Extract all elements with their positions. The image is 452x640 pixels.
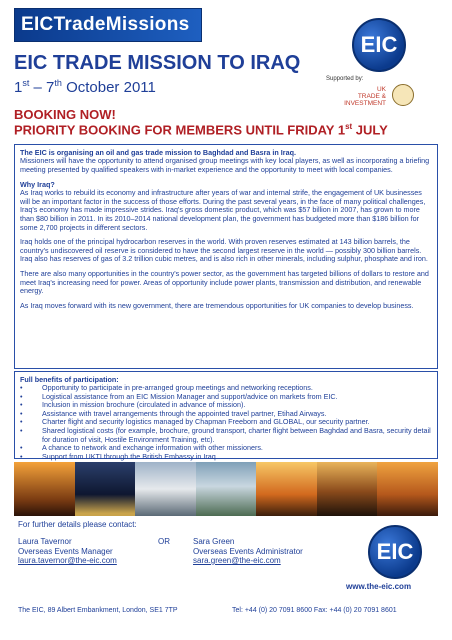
contact-name: Sara Green (193, 537, 235, 546)
list-item: • Opportunity to participate in pre-arranged group meetings and networking receptions. (20, 384, 432, 393)
why-iraq-para-4: As Iraq moves forward with its new government, there are tremendous opportunities for UK companies to develop business. (20, 300, 414, 310)
list-item: • Inclusion in mission brochure (circulated in advance of mission). (20, 401, 432, 410)
pylons-photo (256, 462, 317, 516)
footer-phone: Tel: +44 (0) 20 7091 8600 Fax: +44 (0) 20 7091 8601 (232, 607, 397, 614)
benefits-box (14, 371, 438, 459)
intro-heading: The EIC is organising an oil and gas trade mission to Baghdad and Basra in Iraq. (20, 148, 296, 157)
royal-crest-icon (392, 84, 414, 106)
eic-logo-text: EIC (360, 32, 398, 57)
contact-person-1 (18, 537, 117, 566)
power-plant-photo (135, 462, 196, 516)
city-night-photo (75, 462, 136, 516)
contact-heading: For further details please contact: (18, 520, 137, 529)
why-iraq-para-1: As Iraq works to rebuild its economy and infrastructure after years of war and internal strife, the engagement of UK businesses will be an important factor in the success of those efforts. During the past several years, in the face of many political challenges, Iraq's economy has made impressive strides. Iraq's gross domestic product, which was $57 billion in 2007, has grown to more than $80 billion in 2011. In its 2010–2014 national development plan, the government has budgeted more than $186 billion for some 2,700 projects in different sectors. (20, 188, 426, 232)
contact-email-link[interactable]: laura.tavernor@the-eic.com (18, 556, 117, 565)
list-item: • Support from UKTI through the British Embassy in Iraq (20, 453, 432, 462)
benefits-heading: Full benefits of participation: (20, 375, 119, 384)
ukti-logo-text: UK TRADE & INVESTMENT (344, 86, 386, 107)
contact-role: Overseas Events Manager (18, 546, 113, 556)
mission-info-box (14, 144, 438, 369)
list-item: • Shared logistical costs (for example, brochure, ground transport, charter flight between Baghdad and Basra, security detail for duration of visit, Hostile Environment Training, etc). (20, 427, 432, 444)
supported-by-label: Supported by: (326, 76, 364, 82)
benefits-list (20, 384, 432, 461)
why-iraq-para-3: There are also many opportunities in the country's power sector, as the government has targeted billions of dollars to restore and meet Iraq's increasing need for power. Areas of opportunity include power plants, transmission and distribution, and renewable energy. (20, 268, 429, 296)
why-iraq-heading: Why Iraq? (20, 180, 55, 190)
sunset-rig-photo (14, 462, 75, 516)
eic-trade-missions-banner (14, 8, 202, 42)
eic-logo-footer (368, 525, 422, 579)
supported-by-block (326, 76, 434, 116)
contact-role: Overseas Events Administrator (193, 546, 303, 556)
banner-text: EICTradeMissions (21, 14, 190, 35)
wind-turbines-photo (377, 462, 438, 516)
dam-photo (196, 462, 257, 516)
list-item: • Logistical assistance from an EIC Mission Manager and support/advice on markets from EIC. (20, 393, 432, 402)
contact-email-link[interactable]: sara.green@the-eic.com (193, 556, 281, 565)
intro-text: Missioners will have the opportunity to attend organised group meetings with key local players, as well as incorporating a briefing meeting presented by qualified speakers with in-market experience and the opportunity to meet with local companies. (20, 156, 430, 174)
priority-booking-heading: PRIORITY BOOKING FOR MEMBERS UNTIL FRIDAY 1st JULY (14, 122, 388, 138)
list-item: • Charter flight and security logistics managed by Chapman Freeborn and GLOBAL, our security partner. (20, 418, 432, 427)
website-link[interactable]: www.the-eic.com (346, 582, 412, 591)
booking-now-heading: BOOKING NOW! (14, 107, 116, 122)
photo-strip (14, 462, 438, 516)
refinery-photo (317, 462, 378, 516)
eic-logo (352, 18, 406, 72)
or-separator: OR (158, 537, 170, 546)
contact-person-2 (193, 537, 303, 566)
list-item: • A chance to network and exchange information with other missioners. (20, 444, 432, 453)
mission-dates: 1st – 7th October 2011 (14, 78, 156, 96)
why-iraq-para-2: Iraq holds one of the principal hydrocarbon reserves in the world. With proven reserves estimated at 143 billion barrels, the country's undiscovered oil reserve is considered to have the second largest reserve in the world — possibly 300 billion barrels. Iraq also has reserves of gas of 3.2 trillion cubic metres, and is also rich in other minerals, including sulphur, phosphate and iron. (20, 237, 428, 264)
footer-address: The EIC, 89 Albert Embankment, London, SE1 7TP (18, 607, 178, 614)
page-title: EIC TRADE MISSION TO IRAQ (14, 52, 301, 74)
contact-name: Laura Tavernor (18, 537, 72, 546)
eic-logo-text: EIC (376, 539, 414, 564)
list-item: • Assistance with travel arrangements through the appointed travel partner, Etihad Airways. (20, 410, 432, 419)
